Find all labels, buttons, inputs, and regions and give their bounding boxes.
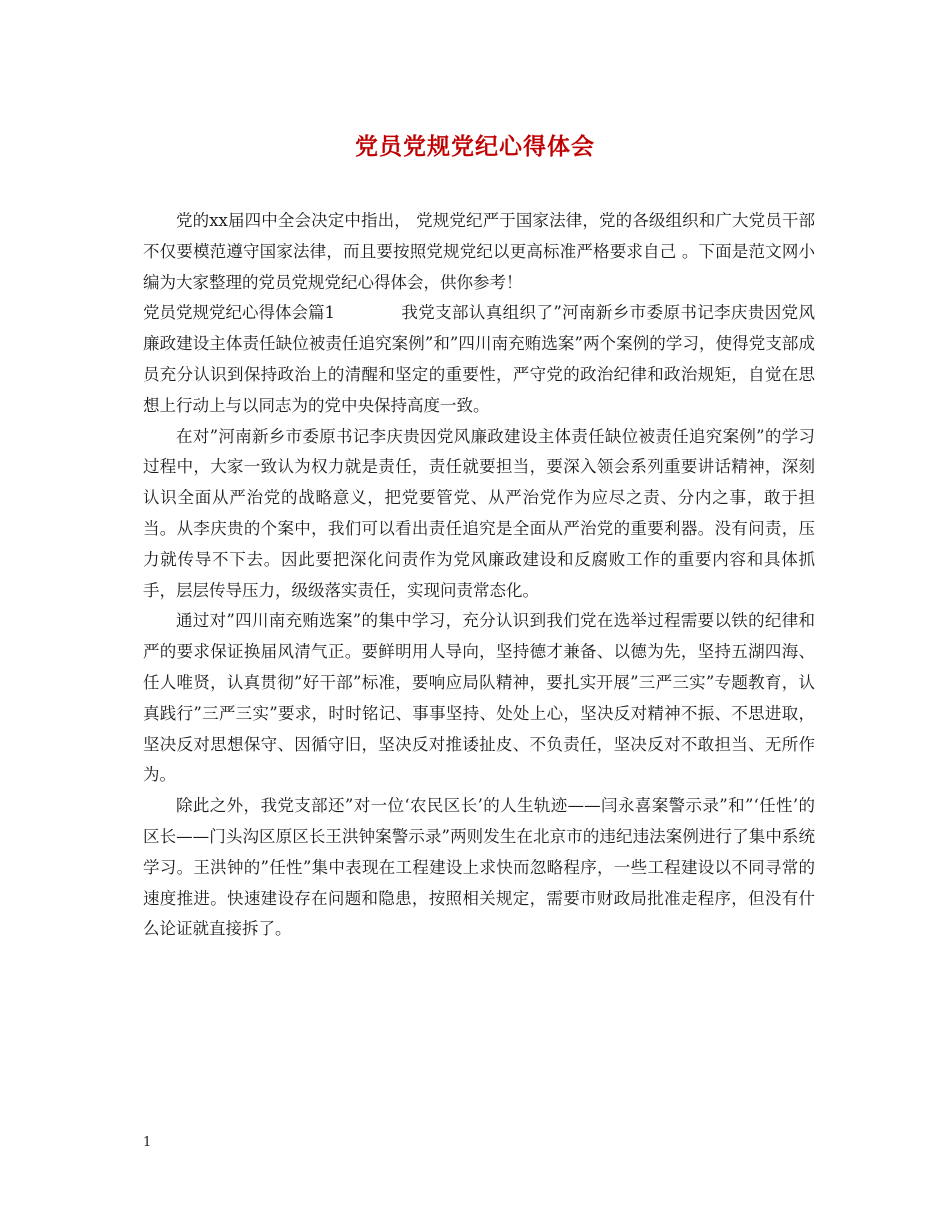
page-number: 1 — [143, 1135, 152, 1150]
body-paragraph: 除此之外，我党支部还”对一位‘农民区长’的人生轨迹——闫永喜案警示录”和”‘任性’的区长——门头沟区原区长王洪钟案警示录”两则发生在北京市的违纪违法案例进行了集中系统学习。王洪钟的”任性”集中表现在工程建设上求快而忽略程序，一些工程建设以不同寻常的速度推进。快速建设存在问题和隐患，按照相关规定，需要市财政局批准走程序，但没有什么论证就直接拆了。 — [143, 796, 815, 939]
body-paragraph: 在对”河南新乡市委原书记李庆贵因党风廉政建设主体责任缺位被责任追究案例”的学习过程中，大家一致认为权力就是责任，责任就要担当，要深入领会系列重要讲话精神，深刻认识全面从严治党的战略意义，把党要管党、从严治党作为应尽之责、分内之事，敢于担当。从李庆贵的个案中，我们可以看出责任追究是全面从严治党的重要利器。没有问责，压力就传导不下去。因此要把深化问责作为党风廉政建设和反腐败工作的重要内容和具体抓手，层层传导压力，级级落实责任，实现问责常态化。 — [143, 426, 815, 600]
section-heading: 党员党规党纪心得体会篇1 — [143, 303, 335, 323]
section-first-paragraph — [143, 298, 815, 421]
document-body — [143, 206, 815, 945]
document-title: 党员党规党纪心得体会 — [355, 134, 595, 160]
section-first-paragraph-text: 我党支部认真组织了”河南新乡市委原书记李庆贵因党风廉政建设主体责任缺位被责任追究案例”和”四川南充贿选案”两个案例的学习，使得党支部成员充分认识到保持政治上的清醒和坚定的重要性，严守党的政治纪律和政治规矩，自觉在思想上行动上与以同志为的党中央保持高度一致。 — [143, 303, 815, 415]
body-paragraph: 通过对”四川南充贿选案”的集中学习，充分认识到我们党在选举过程需要以铁的纪律和严的要求保证换届风清气正。要鲜明用人导向，坚持德才兼备、以德为先，坚持五湖四海、任人唯贤，认真贯彻”好干部”标准，要响应局队精神，要扎实开展”三严三实”专题教育，认真践行”三严三实”要求，时时铭记、事事坚持、处处上心，坚决反对精神不振、不思进取，坚决反对思想保守、因循守旧，坚决反对推诿扯皮、不负责任，坚决反对不敢担当、无所作为。 — [143, 611, 815, 785]
intro-paragraph: 党的xx届四中全会决定中指出， 党规党纪严于国家法律，党的各级组织和广大党员干部不仅要模范遵守国家法律，而且要按照党规党纪以更高标准严格要求自己 。下面是范文网小编为大家整理的党员党规党纪心得体会，供你参考！ — [143, 211, 815, 292]
